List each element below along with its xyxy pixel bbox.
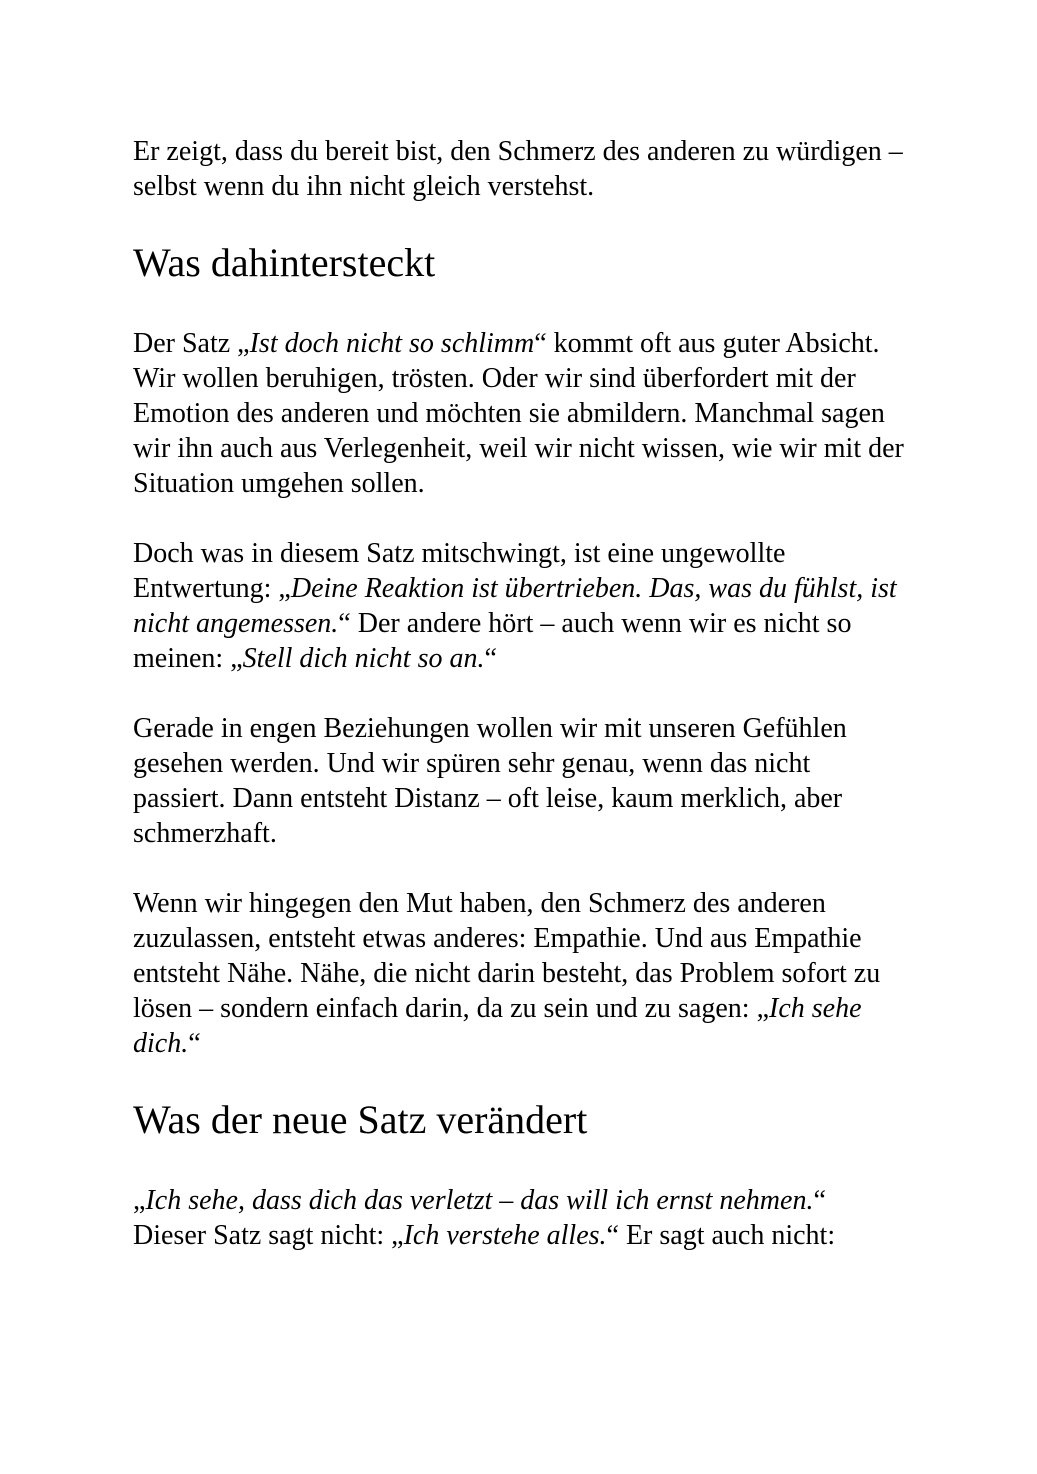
text-run: Wenn wir hingegen den Mut haben, den Schmerz des anderen zuzulassen, entsteht etwas anderes: Empathie. Und aus Empathie entsteht Nähe. Nähe, die nicht darin besteht, das Problem sofort zu lösen – sondern einfach darin, da zu sein und zu sagen: „ <box>133 888 881 1024</box>
paragraph <box>133 886 905 1061</box>
text-run: Was der neue Satz verändert <box>133 1097 588 1142</box>
text-run: Der Satz „ <box>133 328 250 359</box>
text-run: “ kommt oft aus guter Absicht. Wir wollen beruhigen, trösten. Oder wir sind überfordert mit der Emotion des anderen und möchten sie abmildern. Manchmal sagen wir ihn auch aus Verlegenheit, weil wir nicht wissen, wie wir mit der Situation umgehen sollen. <box>133 328 904 499</box>
quoted-phrase-italic: Ich sehe, dass dich das verletzt – das will ich ernst nehmen. <box>145 1185 814 1216</box>
quoted-phrase-italic: Ich verstehe alles. <box>403 1220 607 1251</box>
quoted-phrase-italic: Stell dich nicht so an. <box>242 643 485 674</box>
text-run: “ Er sagt auch nicht: <box>606 1220 836 1251</box>
text-run: „ <box>133 1185 146 1216</box>
section-heading <box>133 240 905 286</box>
section-heading <box>133 1097 905 1143</box>
paragraph <box>133 134 905 204</box>
text-run: Er zeigt, dass du bereit bist, den Schmerz des anderen zu würdigen – selbst wenn du ihn nicht gleich verstehst. <box>133 136 903 202</box>
text-run: “ <box>188 1028 201 1059</box>
paragraph <box>133 326 905 501</box>
article-content <box>133 134 905 1253</box>
paragraph <box>133 536 905 676</box>
text-run: Doch was in diesem Satz mitschwingt, ist eine ungewollte Entwertung: „ <box>133 538 786 604</box>
text-run: “ <box>484 643 497 674</box>
text-run: “ Dieser Satz sagt nicht: „ <box>133 1185 826 1251</box>
text-run: Gerade in engen Beziehungen wollen wir mit unseren Gefühlen gesehen werden. Und wir spüren sehr genau, wenn das nicht passiert. Dann entsteht Distanz – oft leise, kaum merklich, aber schmerzhaft. <box>133 713 847 849</box>
quoted-phrase-italic: Ich sehe dich. <box>133 993 862 1059</box>
paragraph <box>133 1183 905 1253</box>
text-run: “ Der andere hört – auch wenn wir es nicht so meinen: „ <box>133 608 852 674</box>
quoted-phrase-italic: Ist doch nicht so schlimm <box>249 328 535 359</box>
paragraph <box>133 711 905 851</box>
text-run: Was dahintersteckt <box>133 240 436 285</box>
quoted-phrase-italic: Deine Reaktion ist übertrieben. Das, was du fühlst, ist nicht angemessen. <box>133 573 897 639</box>
